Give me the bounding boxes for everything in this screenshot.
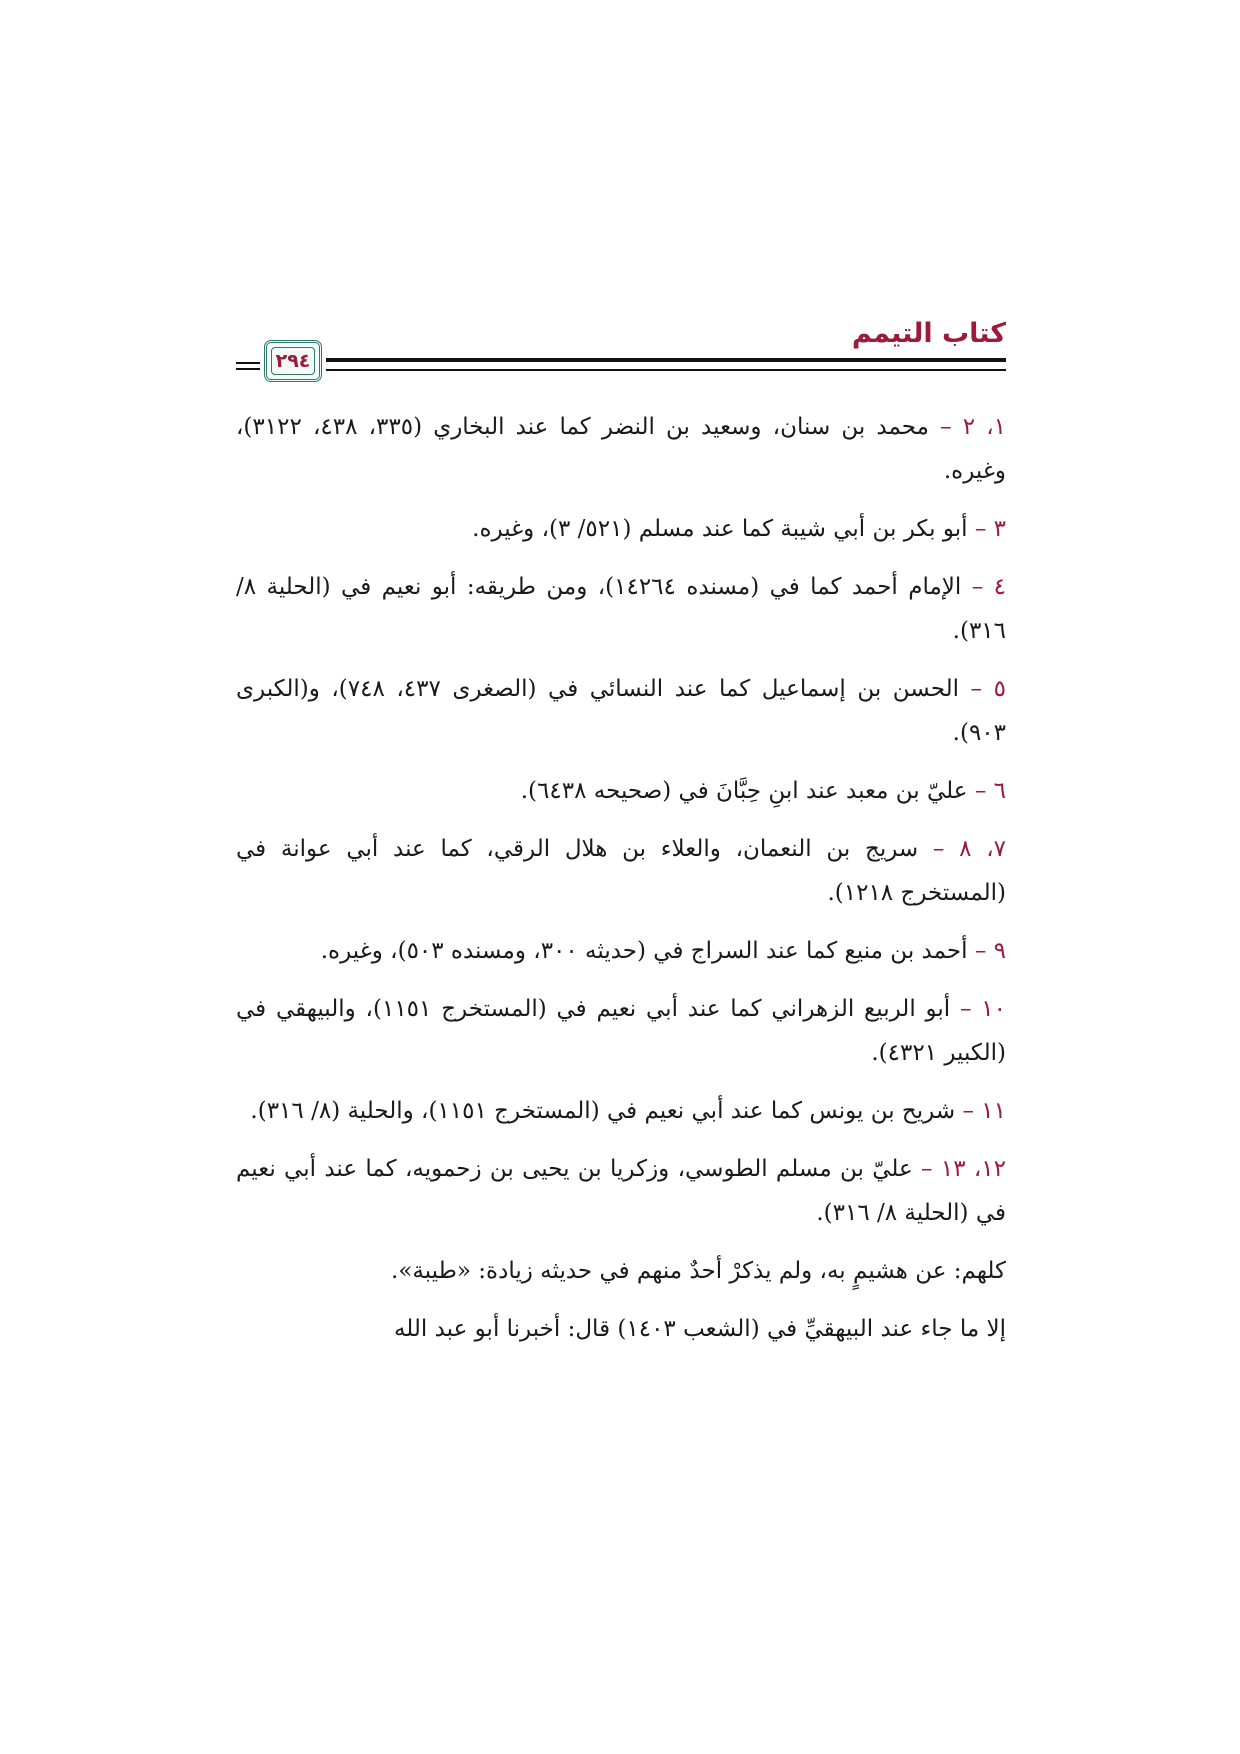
header-rule-thin: [326, 369, 1006, 371]
list-item: [236, 1147, 1006, 1235]
list-item: [236, 565, 1006, 653]
list-item: [236, 507, 1006, 551]
entry-number: ١٠ –: [959, 996, 1007, 1022]
entry-text: أبو الربيع الزهراني كما عند أبي نعيم في (المستخرج ١١٥١)، والبيهقي في (الكبير ٤٣٢١).: [236, 996, 1006, 1066]
list-item: [236, 405, 1006, 493]
page-body: [236, 405, 1006, 1365]
entry-number: ١١ –: [962, 1098, 1006, 1124]
entry-number: ٣ –: [974, 516, 1006, 542]
entry-number: ٧، ٨ –: [932, 836, 1006, 862]
list-item: [236, 1089, 1006, 1133]
header-rule-left-top: [236, 362, 260, 364]
entry-text: الحسن بن إسماعيل كما عند النسائي في (الصغرى ٤٣٧، ٧٤٨)، و(الكبرى ٩٠٣).: [236, 676, 1006, 746]
entry-number: ٤ –: [971, 574, 1007, 600]
entry-text: شريح بن يونس كما عند أبي نعيم في (المستخرج ١١٥١)، والحلية (٨/ ٣١٦).: [250, 1098, 963, 1124]
entry-number: ١، ٢ –: [940, 414, 1006, 440]
list-item: [236, 987, 1006, 1075]
entry-text: سريج بن النعمان، والعلاء بن هلال الرقي، كما عند أبي عوانة في (المستخرج ١٢١٨).: [236, 836, 1006, 906]
entry-number: ٥ –: [970, 676, 1007, 702]
header-rule-thick: [326, 358, 1006, 362]
entry-text: عليّ بن مسلم الطوسي، وزكريا بن يحيى بن زحمويه، كما عند أبي نعيم في (الحلية ٨/ ٣١٦).: [236, 1156, 1006, 1226]
entry-text: الإمام أحمد كما في (مسنده ١٤٢٦٤)، ومن طريقه: أبو نعيم في (الحلية ٨/ ٣١٦).: [236, 574, 1006, 644]
entry-number: ٩ –: [974, 938, 1006, 964]
entry-number: ٦ –: [974, 778, 1006, 804]
entry-number: ١٢، ١٣ –: [921, 1156, 1007, 1182]
list-item: [236, 929, 1006, 973]
book-title: كتاب التيمم: [851, 318, 1006, 349]
entry-text: أبو بكر بن أبي شيبة كما عند مسلم (٥٢١/ ٣)، وغيره.: [472, 516, 975, 542]
list-item: [236, 769, 1006, 813]
continuation-paragraph: إلا ما جاء عند البيهقيِّ في (الشعب ١٤٠٣) قال: أخبرنا أبو عبد الله: [393, 1316, 1006, 1342]
entry-text: عليّ بن معبد عند ابنِ حِبَّانَ في (صحيحه ٦٤٣٨).: [520, 778, 975, 804]
page-number-badge: [264, 340, 322, 382]
page-header: [236, 318, 1006, 390]
list-item: [236, 667, 1006, 755]
entry-text: محمد بن سنان، وسعيد بن النضر كما عند البخاري (٣٣٥، ٤٣٨، ٣١٢٢)، وغيره.: [236, 414, 1006, 484]
header-rule-left-bottom: [236, 368, 260, 370]
entry-text: أحمد بن منيع كما عند السراج في (حديثه ٣٠٠، ومسنده ٥٠٣)، وغيره.: [320, 938, 975, 964]
list-item: [236, 827, 1006, 915]
summary-paragraph: كلهم: عن هشيمٍ به، ولم يذكرْ أحدٌ منهم في حديثه زيادة: «طيبة».: [391, 1258, 1006, 1284]
page-number: ٢٩٤: [275, 350, 311, 372]
